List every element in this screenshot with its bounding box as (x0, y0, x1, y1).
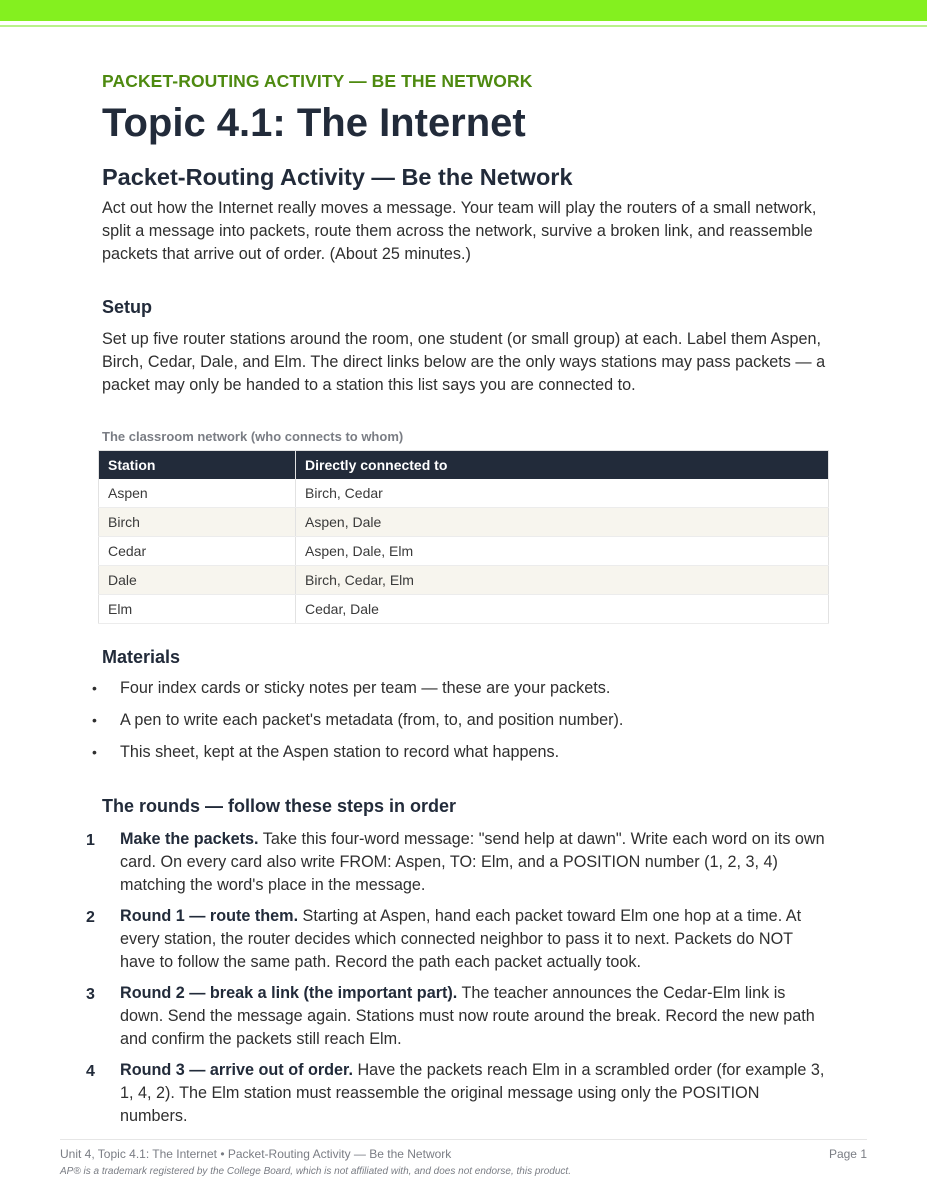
connections-cell: Aspen, Dale (296, 508, 829, 537)
list-item (90, 709, 830, 741)
step-number: 2 (86, 909, 95, 926)
network-table (98, 450, 829, 624)
step-lead: Round 3 — arrive out of order. (120, 1061, 353, 1079)
rounds-heading: The rounds — follow these steps in order (102, 796, 457, 816)
list-item (90, 677, 830, 709)
column-header-station: Station (99, 451, 296, 480)
top-accent-bar (0, 0, 927, 21)
step-text: Have the packets reach Elm in a scrambled order (for example 3, 1, 4, 2). The Elm station must reassemble the original message using only the POSITION numbers. (120, 1061, 825, 1125)
step-lead: Round 2 — break a link (the important part). (120, 984, 458, 1002)
rounds-steps-list (80, 828, 830, 1136)
top-accent-line (0, 25, 927, 27)
step-item (80, 982, 830, 1051)
list-item-text: This sheet, kept at the Aspen station to record what happens. (120, 743, 560, 761)
step-number: 3 (86, 986, 95, 1003)
table-row (99, 479, 829, 508)
connections-cell: Aspen, Dale, Elm (296, 537, 829, 566)
step-item (80, 828, 830, 897)
station-cell: Elm (99, 595, 296, 624)
main-content (102, 68, 832, 397)
station-cell: Aspen (99, 479, 296, 508)
step-text: Take this four-word message: "send help at dawn". Write each word on its own card. On every card also write FROM: Aspen, TO: Elm, and a POSITION number (1, 2, 3, 4) matching the word's place in the message. (120, 830, 825, 894)
list-item-text: A pen to write each packet's metadata (from, to, and position number). (120, 711, 624, 729)
eyebrow-label: PACKET-ROUTING ACTIVITY — BE THE NETWORK (102, 71, 533, 91)
materials-list (90, 677, 830, 773)
station-cell: Cedar (99, 537, 296, 566)
station-cell: Dale (99, 566, 296, 595)
setup-paragraph: Set up five router stations around the room, one student (or small group) at each. Label them Aspen, Birch, Cedar, Dale, and Elm. The direct links below are the only ways stations may pass packets — a packet may only be handed to a station this list says you are connected to. (102, 330, 826, 394)
footer-left-text: Unit 4, Topic 4.1: The Internet • Packet-Routing Activity — Be the Network (60, 1147, 452, 1161)
step-number: 4 (86, 1063, 95, 1080)
table-row (99, 508, 829, 537)
connections-cell: Birch, Cedar (296, 479, 829, 508)
table-caption: The classroom network (who connects to whom) (102, 429, 404, 444)
table-row (99, 537, 829, 566)
connections-cell: Cedar, Dale (296, 595, 829, 624)
station-cell: Birch (99, 508, 296, 537)
step-item (80, 1059, 830, 1128)
footer-divider (60, 1139, 867, 1140)
page-subtitle: Packet-Routing Activity — Be the Network (102, 164, 573, 190)
setup-heading: Setup (102, 297, 153, 317)
table-row (99, 566, 829, 595)
table-header-row (99, 451, 829, 480)
bullet-icon: • (92, 712, 97, 728)
materials-heading: Materials (102, 647, 181, 667)
list-item-text: Four index cards or sticky notes per team — these are your packets. (120, 679, 611, 697)
step-lead: Make the packets. (120, 830, 259, 848)
table-row (99, 595, 829, 624)
trademark-disclaimer: AP® is a trademark registered by the College Board, which is not affiliated with, and does not endorse, this product. (60, 1166, 571, 1177)
step-text: Starting at Aspen, hand each packet toward Elm one hop at a time. At every station, the router decides which connected neighbor to pass it to next. Packets do NOT have to follow the same path. Record the path each packet actually took. (120, 907, 802, 971)
step-number: 1 (86, 832, 95, 849)
list-item (90, 741, 830, 773)
step-lead: Round 1 — route them. (120, 907, 299, 925)
step-item (80, 905, 830, 974)
column-header-connections: Directly connected to (296, 451, 829, 480)
connections-cell: Birch, Cedar, Elm (296, 566, 829, 595)
intro-paragraph: Act out how the Internet really moves a message. Your team will play the routers of a small network, split a message into packets, route them across the network, survive a broken link, and reassemble packets that arrive out of order. (About 25 minutes.) (102, 199, 817, 263)
step-text: The teacher announces the Cedar-Elm link is down. Send the message again. Stations must now route around the break. Record the new path and confirm the packets still reach Elm. (120, 984, 815, 1048)
bullet-icon: • (92, 744, 97, 760)
page-title: Topic 4.1: The Internet (102, 101, 526, 145)
page-number: Page 1 (828, 1147, 867, 1161)
bullet-icon: • (92, 680, 97, 696)
